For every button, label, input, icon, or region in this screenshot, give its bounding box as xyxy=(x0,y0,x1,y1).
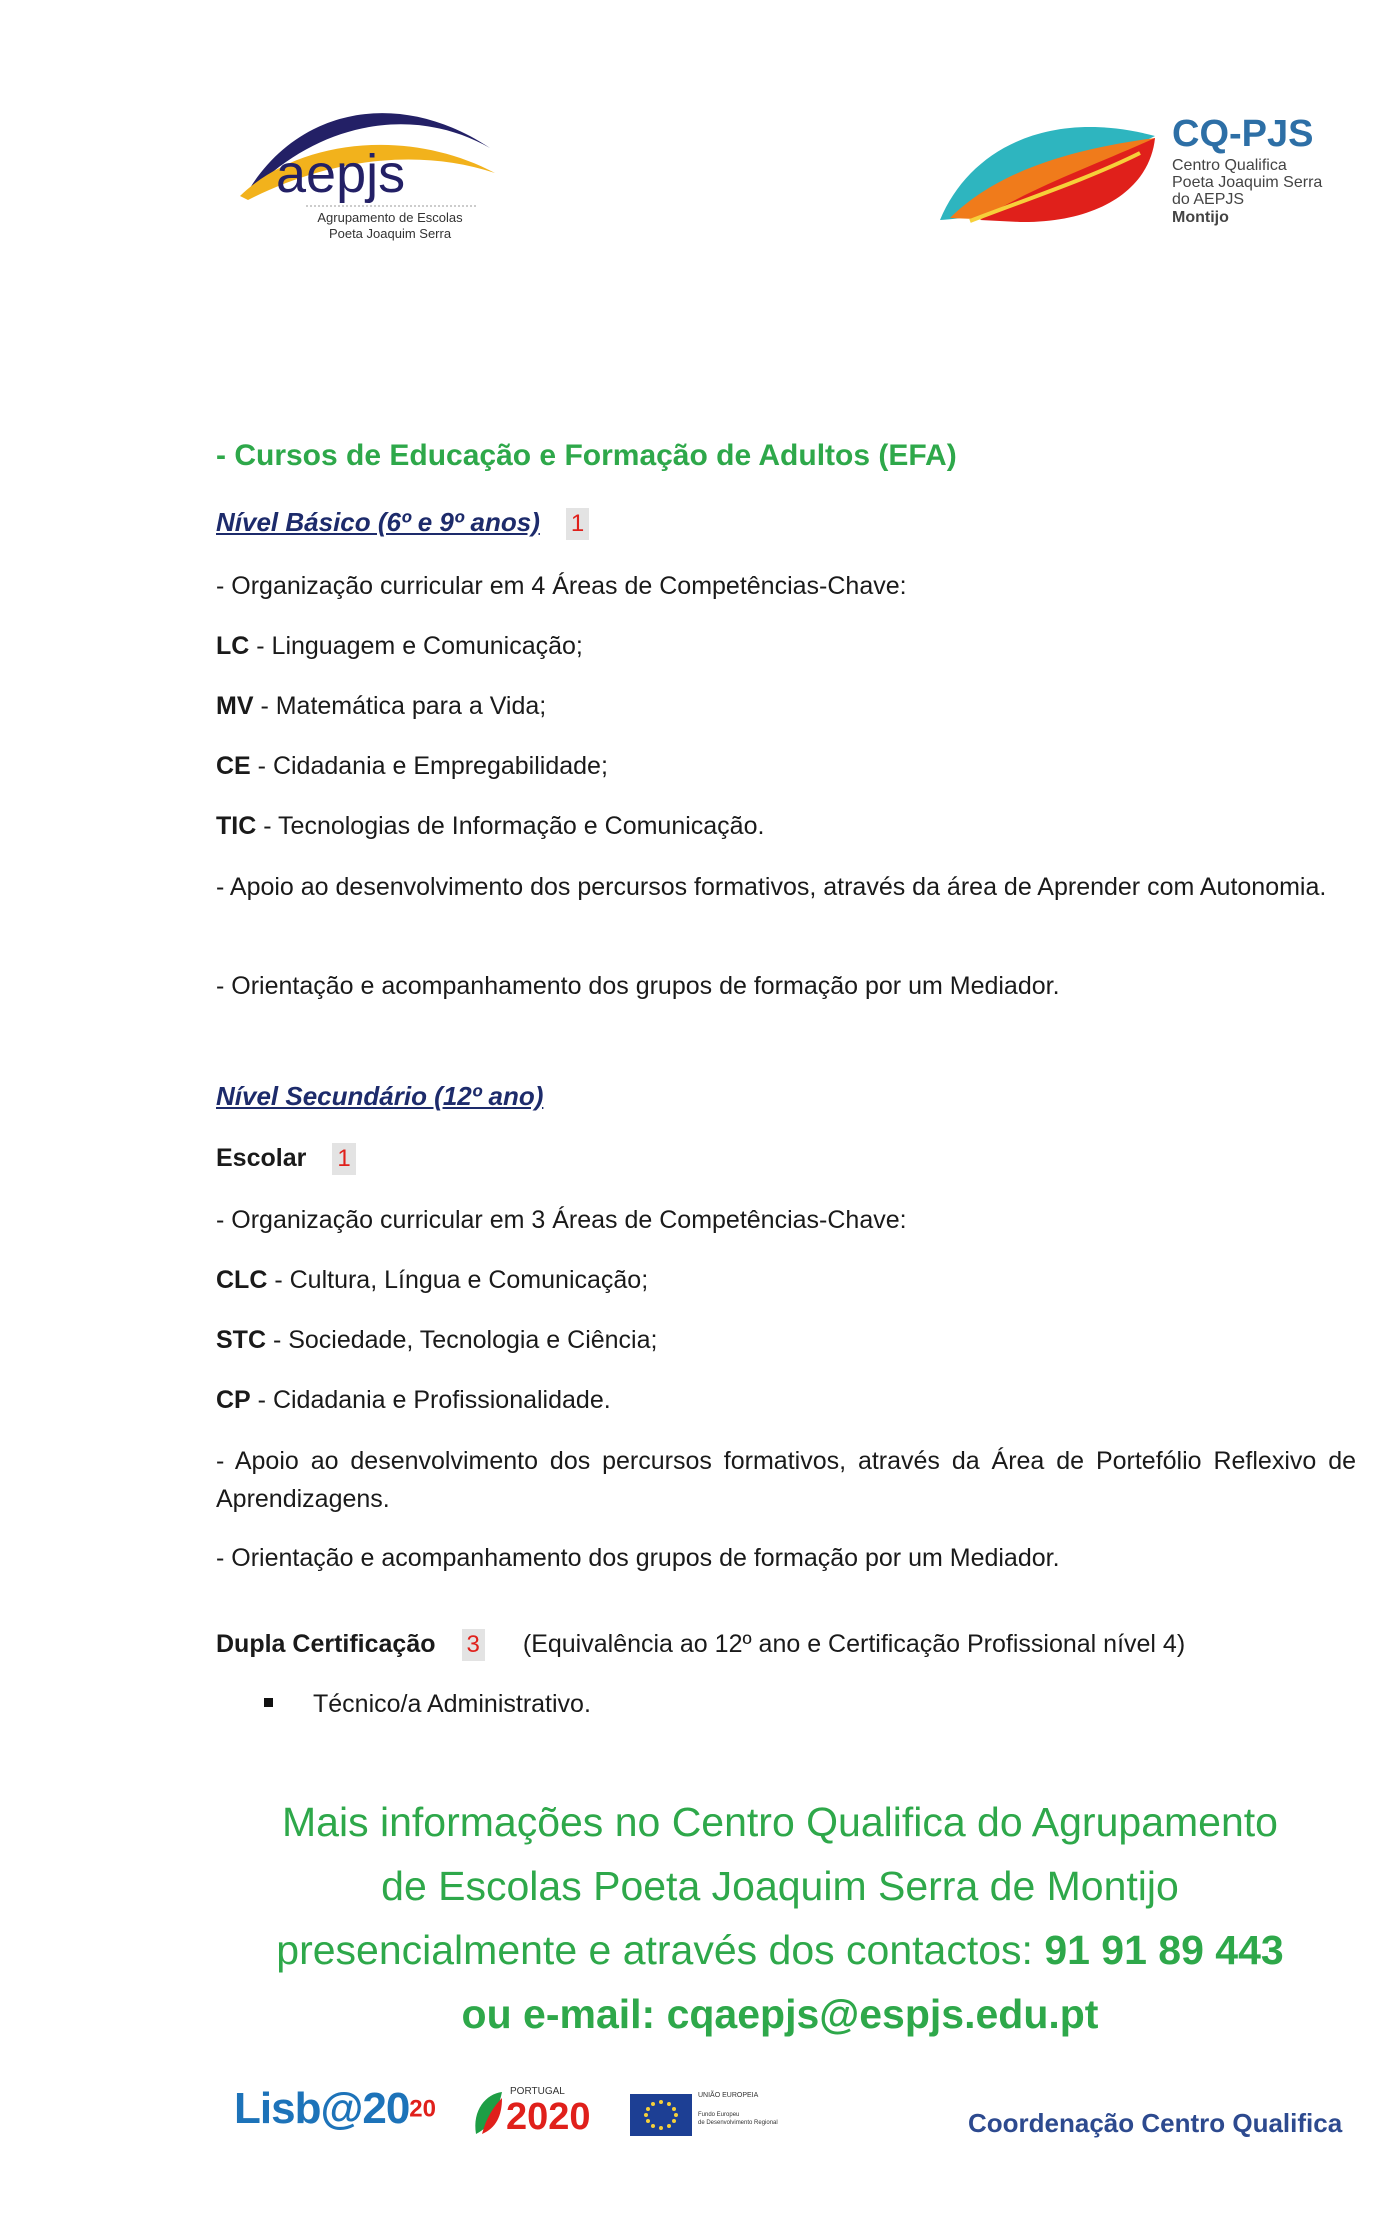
lisboa-logo-sup: 20 xyxy=(409,2095,436,2123)
basic-level-badge: 1 xyxy=(566,508,589,540)
cq-pjs-logo-line3: do AEPJS xyxy=(1172,191,1245,208)
area-code: CLC xyxy=(216,1266,268,1294)
aepjs-logo-name: aepjs xyxy=(276,144,406,204)
area-code: CP xyxy=(216,1386,251,1414)
document-title: - Cursos de Educação e Formação de Adultos (EFA) xyxy=(216,439,957,472)
secondary-area-clc xyxy=(216,1262,648,1298)
secondary-school-label: Escolar xyxy=(216,1144,307,1172)
aepjs-logo-line1: Agrupamento de Escolas xyxy=(317,210,463,225)
eu-logo-line1: Fundo Europeu xyxy=(698,2112,740,2118)
secondary-level-heading-row xyxy=(216,1078,543,1115)
area-text: - Cidadania e Profissionalidade. xyxy=(250,1386,611,1414)
secondary-area-cp xyxy=(216,1382,611,1418)
area-code: CE xyxy=(216,752,251,780)
info-line-3 xyxy=(180,1918,1380,1982)
dual-certification-badge: 3 xyxy=(462,1629,485,1661)
area-text: - Cidadania e Empregabilidade; xyxy=(250,752,608,780)
basic-support: - Apoio ao desenvolvimento dos percursos formativos, através da área de Aprender com Autonomia. xyxy=(216,873,1327,901)
portugal-2020-logo xyxy=(472,2084,602,2144)
secondary-intro: - Organização curricular em 3 Áreas de Competências-Chave: xyxy=(216,1206,907,1234)
area-code: LC xyxy=(216,632,250,660)
cq-pjs-logo-line4: Montijo xyxy=(1172,209,1229,226)
basic-area-ce xyxy=(216,748,608,784)
cq-pjs-logo-name: CQ-PJS xyxy=(1172,113,1314,155)
area-text: - Cultura, Língua e Comunicação; xyxy=(267,1266,649,1294)
eu-feder-logo xyxy=(630,2088,800,2144)
cq-pjs-logo-line2: Poeta Joaquim Serra xyxy=(1172,174,1323,191)
area-text: - Matemática para a Vida; xyxy=(253,692,547,720)
secondary-level-heading: Nível Secundário (12º ano) xyxy=(216,1081,544,1111)
dual-certification-note: (Equivalência ao 12º ano e Certificação Profissional nível 4) xyxy=(522,1630,1186,1658)
dual-certification-label: Dupla Certificação xyxy=(216,1630,436,1658)
document-body xyxy=(216,0,1356,1760)
basic-level-heading-row xyxy=(216,504,589,541)
area-text: - Linguagem e Comunicação; xyxy=(249,632,583,660)
basic-mediator: - Orientação e acompanhamento dos grupos de formação por um Mediador. xyxy=(216,972,1060,1000)
area-text: - Sociedade, Tecnologia e Ciência; xyxy=(266,1326,658,1354)
portugal-logo-year: 2020 xyxy=(506,2096,591,2138)
secondary-support: - Apoio ao desenvolvimento dos percursos formativos, através da Área de Portefólio Reflexivo de Aprendizagens. xyxy=(216,1447,1356,1513)
basic-area-mv xyxy=(216,688,546,724)
portugal-flag-leaf-icon xyxy=(472,2090,506,2136)
dual-certification-row xyxy=(216,1626,1185,1662)
cq-pjs-logo-line1: Centro Qualifica xyxy=(1172,157,1287,174)
info-email-text: ou e-mail: cqaepjs@espjs.edu.pt xyxy=(461,1991,1099,2037)
course-list-item xyxy=(264,1686,591,1722)
eu-flag-icon xyxy=(630,2094,692,2136)
basic-level-heading: Nível Básico (6º e 9º anos) xyxy=(216,507,540,537)
aepjs-logo-line2: Poeta Joaquim Serra xyxy=(328,226,452,241)
secondary-school-badge: 1 xyxy=(332,1143,355,1175)
info-email xyxy=(180,1982,1380,2046)
basic-area-lc xyxy=(216,628,583,664)
eu-logo-line2: de Desenvolvimento Regional xyxy=(698,2120,778,2126)
info-line-2: de Escolas Poeta Joaquim Serra de Montijo xyxy=(381,1863,1179,1909)
footer-coordination: Coordenação Centro Qualifica xyxy=(968,2108,1343,2138)
portugal-logo-top: PORTUGAL xyxy=(510,2086,565,2097)
eu-logo-top: UNIÃO EUROPEIA xyxy=(698,2092,759,2099)
area-code: STC xyxy=(216,1326,266,1354)
basic-intro: - Organização curricular em 4 Áreas de Competências-Chave: xyxy=(216,572,907,600)
basic-area-tic xyxy=(216,808,764,844)
secondary-area-stc xyxy=(216,1322,657,1358)
secondary-mediator: - Orientação e acompanhamento dos grupos de formação por um Mediador. xyxy=(216,1544,1060,1572)
lisboa-2020-logo xyxy=(234,2084,436,2134)
course-name: Técnico/a Administrativo. xyxy=(313,1690,591,1718)
area-code: MV xyxy=(216,692,254,720)
info-block xyxy=(180,1790,1380,2046)
info-line-3-text: presencialmente e através dos contactos: xyxy=(276,1927,1045,1973)
info-line-1: Mais informações no Centro Qualifica do Agrupamento xyxy=(282,1799,1278,1845)
lisboa-logo-text: Lisb@20 xyxy=(234,2084,410,2133)
bullet-icon xyxy=(264,1698,273,1707)
secondary-school-row xyxy=(216,1140,356,1176)
area-text: - Tecnologias de Informação e Comunicação. xyxy=(256,812,765,840)
info-phone: 91 91 89 443 xyxy=(1044,1927,1284,1973)
area-code: TIC xyxy=(216,812,257,840)
